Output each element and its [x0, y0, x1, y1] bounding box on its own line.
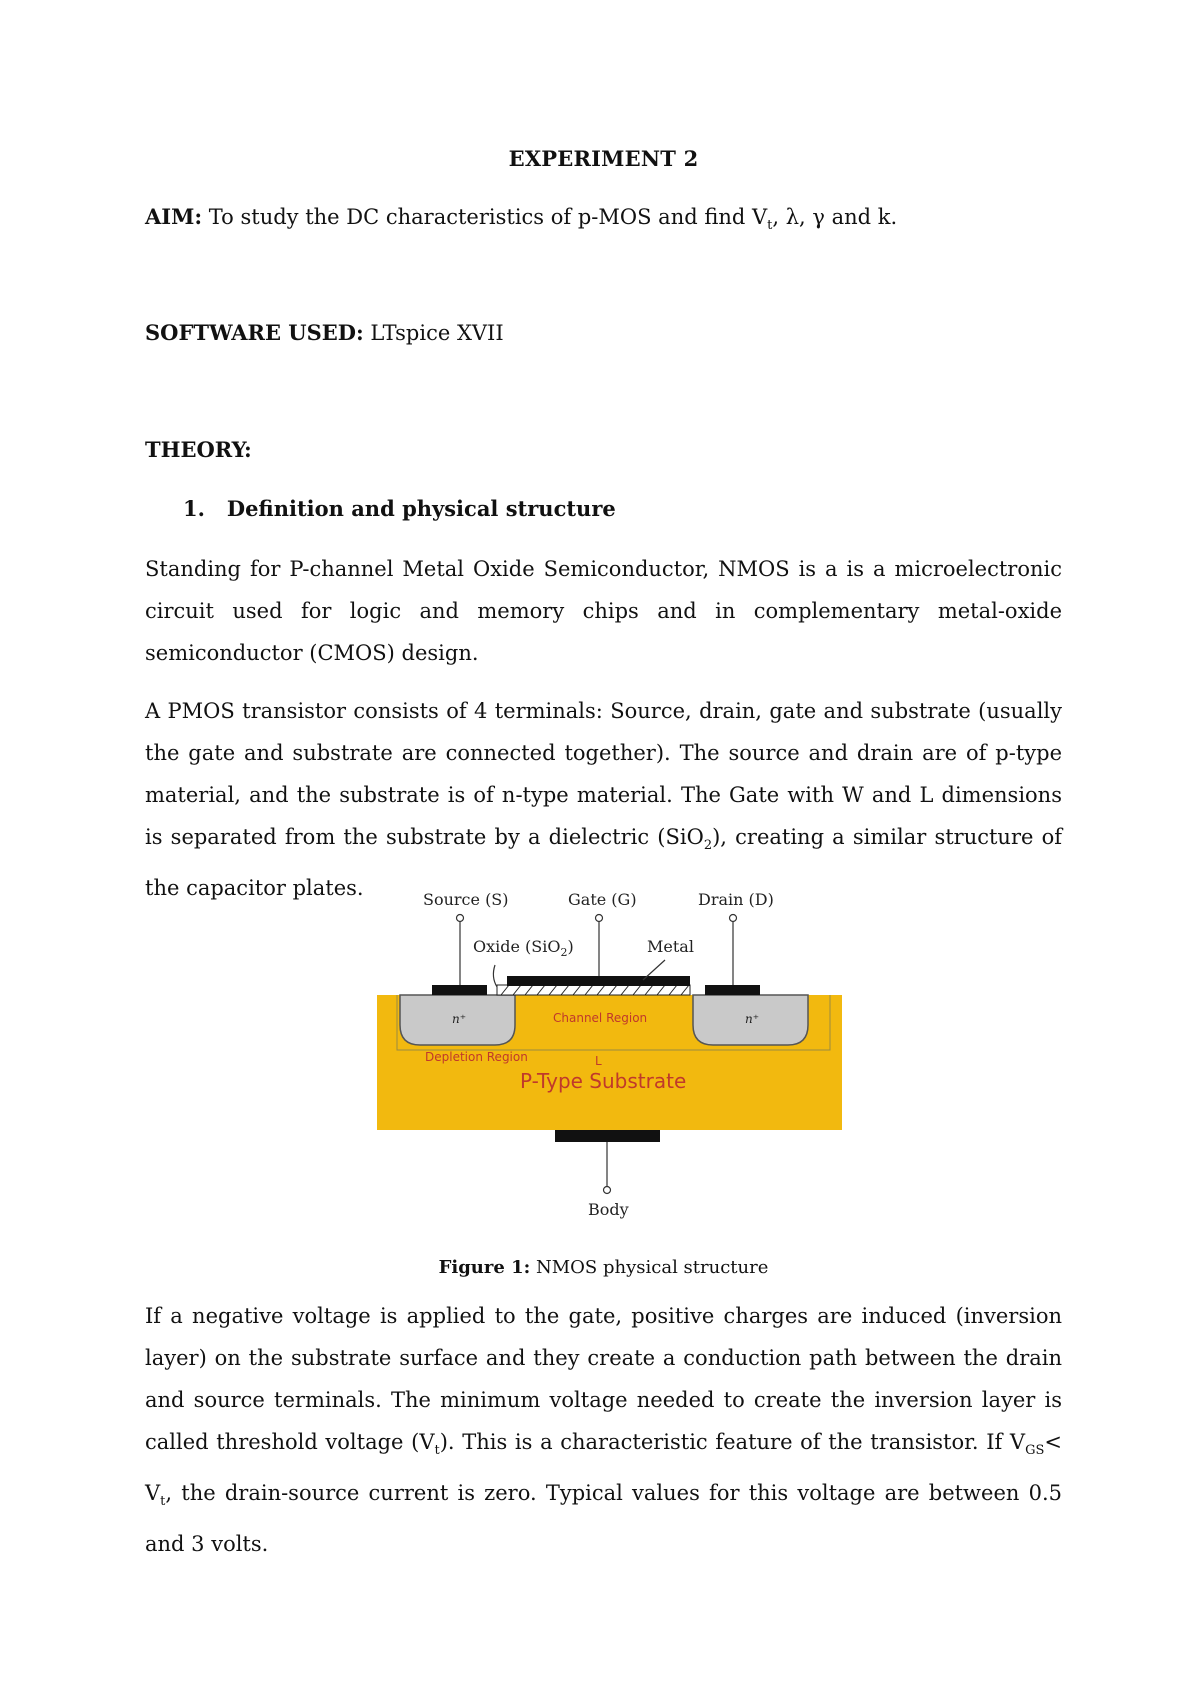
n-plus-left-label: n⁺ — [452, 1012, 467, 1026]
section-heading-1: 1. Definition and physical structure — [183, 496, 616, 521]
source-label: Source (S) — [423, 890, 509, 909]
paragraph-definition: Standing for P-channel Metal Oxide Semiconductor, NMOS is a is a microelectronic circuit used for logic and memory chips and in complementary metal-oxide semiconductor (CMOS) design. — [145, 557, 1062, 665]
aim-sub-t: t — [767, 218, 773, 234]
caption-label: Figure 1: — [438, 1257, 531, 1278]
substrate-label: P-Type Substrate — [520, 1069, 687, 1093]
body-terminal-icon — [604, 1187, 611, 1194]
page-title: EXPERIMENT 2 — [508, 146, 699, 171]
paragraph-threshold — [145, 1295, 1062, 1565]
source-terminal-icon — [457, 915, 464, 922]
theory-heading: THEORY: — [145, 437, 252, 462]
oxide-pointer — [493, 965, 497, 987]
channel-region-label: Channel Region — [553, 1011, 648, 1025]
para3-text-4: , the drain-source current is zero. Typical values for this voltage are between 0.5 and 3 volts. — [145, 1481, 1062, 1557]
software-line — [145, 320, 504, 345]
caption-text: NMOS physical structure — [530, 1257, 769, 1278]
paragraph-terminals — [145, 690, 1062, 909]
software-label: SOFTWARE USED: — [145, 320, 364, 345]
drain-contact — [705, 985, 760, 995]
software-text: LTspice XVII — [363, 321, 504, 345]
aim-line — [145, 204, 897, 233]
gate-label: Gate (G) — [568, 890, 637, 909]
body-label: Body — [588, 1200, 629, 1219]
metal-label: Metal — [647, 937, 694, 956]
depletion-region-label: Depletion Region — [425, 1050, 528, 1064]
para3-sub-3: t — [160, 1494, 166, 1510]
drain-terminal-icon — [730, 915, 737, 922]
para3-sub-2: GS — [1025, 1443, 1045, 1459]
para2-text-a: A PMOS transistor consists of 4 terminals: Source, drain, gate and substrate (usually the gate and substrate are connected together). The source and drain are of p-type material, and the substrate is of n-type material. The Gate with W and L dimensions is separated from the substrate by a dielectric (SiO — [145, 699, 1062, 849]
n-plus-right-label: n⁺ — [745, 1012, 760, 1026]
source-contact — [432, 985, 487, 995]
para2-text-b: ), creating a similar structure of the capacitor plates. — [145, 825, 1062, 901]
para2-sub: 2 — [703, 838, 713, 854]
nmos-structure-figure — [375, 885, 845, 1225]
para3-text-1: If a negative voltage is applied to the gate, positive charges are induced (inversion layer) on the substrate surface and they create a conduction path between the drain and source terminals. The minimum voltage needed to create the inversion layer is called threshold voltage (V — [145, 1304, 1062, 1454]
aim-text: To study the DC characteristics of p-MOS and find V — [202, 205, 768, 229]
nmos-diagram — [375, 885, 845, 1225]
aim-text-end: , λ, γ and k. — [772, 205, 898, 229]
drain-label: Drain (D) — [698, 890, 774, 909]
figure-caption — [145, 1257, 1062, 1278]
metal-gate — [507, 976, 690, 986]
gate-terminal-icon — [596, 915, 603, 922]
para3-text-2: ). This is a characteristic feature of the transistor. If V — [439, 1430, 1026, 1454]
para3-text-3: < V — [145, 1430, 1062, 1506]
oxide-label: Oxide (SiO$_2$) — [473, 937, 574, 959]
aim-label: AIM: — [145, 204, 203, 229]
para3-sub-1: t — [434, 1443, 440, 1459]
body-contact — [555, 1130, 660, 1142]
length-label: L — [595, 1054, 602, 1068]
